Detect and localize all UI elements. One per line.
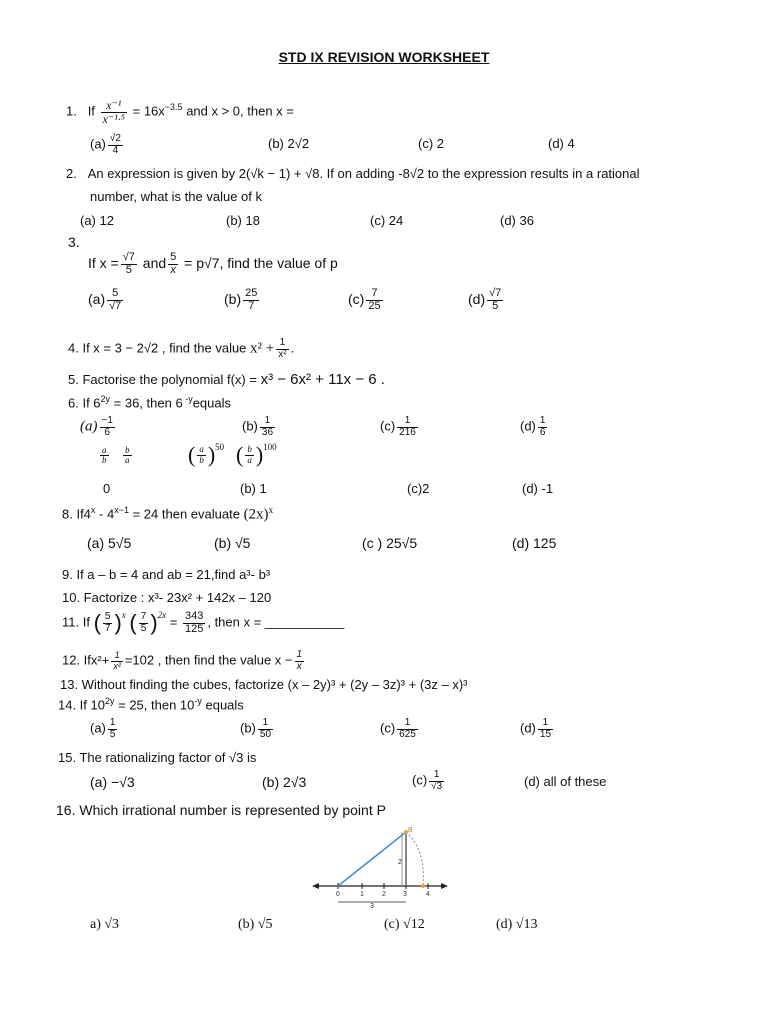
q7-option-c: (c)2 [407, 481, 430, 496]
q7-f1-den: b [102, 455, 107, 466]
q5-text: 5. Factorise the polynomial f(x) = [68, 372, 257, 387]
q1-fraction [101, 99, 127, 125]
q8-exp1: x [90, 505, 96, 515]
q11-suffix: , then x = ___________ [207, 614, 345, 630]
q3-y-num: 5 [170, 251, 177, 263]
q11-rhs [183, 611, 205, 635]
q14-text-a: 14. If 10 [58, 697, 105, 713]
q3-option-d [468, 288, 505, 312]
label-3: 3 [403, 891, 407, 898]
q11-f1 [103, 612, 113, 634]
q6-option-b-label: (b) [242, 418, 258, 434]
q8-expression-exp: x [268, 505, 274, 515]
q1-option-b: (b) 2√2 [268, 136, 310, 151]
q4-text: 4. If x = 3 − 2√2 , find the value [68, 340, 247, 356]
label-1: 1 [360, 891, 364, 898]
q6-option-b-fraction [260, 416, 275, 438]
q11-f1-num: 5 [104, 611, 111, 622]
compass-arc [406, 832, 423, 886]
q7-option-b: (b) 1 [240, 481, 267, 496]
q6-text-a: 6. If 6 [68, 395, 101, 411]
q6-option-c-den: 216 [399, 426, 416, 438]
q3-option-c-den: 25 [368, 299, 381, 312]
q15-option-d: (d) all of these [524, 774, 607, 789]
q6-option-c [380, 416, 420, 438]
q7-p2-num: b [247, 444, 252, 455]
q3-number: 3. [68, 234, 80, 250]
q12-g-den: x [296, 660, 302, 672]
q3-stem [88, 252, 338, 276]
q3-stem-a: If x = [88, 254, 119, 271]
q6-text-b: = 36, then 6 [110, 395, 183, 411]
q11-f2 [139, 612, 149, 634]
q7-option-d: (d) -1 [522, 481, 554, 496]
q6-exp1: 2y [100, 394, 111, 404]
q2-number: 2. [66, 166, 77, 181]
q6-option-b [242, 416, 277, 438]
q7-power-1: ( $\frac{a}{b}$ )$^{50}$ [188, 442, 225, 467]
q9-stem: 9. If a – b = 4 and ab = 21,find a³- b³ [62, 567, 271, 582]
q4-fraction-den: x² [278, 348, 287, 360]
q11-e2: 2x [157, 610, 167, 620]
q14-option-d-fraction [538, 718, 553, 740]
q14-text-c: equals [201, 697, 244, 713]
q7-fraction-2 [123, 446, 132, 466]
q3-y-fraction [168, 252, 178, 276]
q7-p1-fraction [197, 445, 206, 465]
q8-option-d: (d) 125 [512, 535, 557, 551]
q14-option-b-label: (b) [240, 720, 256, 736]
q12-f-num: 1 [111, 651, 123, 661]
q6-option-b-den: 36 [261, 426, 274, 438]
q4-fraction-num: 1 [276, 338, 288, 350]
q11-rhs-den: 125 [184, 622, 204, 635]
q2-option-b: (b) 18 [226, 213, 260, 228]
q3-option-c-num: 7 [366, 288, 382, 301]
q11-eq: = [169, 614, 178, 630]
q3-option-a-den: √7 [109, 299, 122, 312]
q3-option-b-num: 25 [245, 287, 258, 299]
q11-prefix: 11. If [62, 614, 90, 630]
q1-option-d: (d) 4 [548, 136, 575, 151]
q3-option-c [348, 288, 385, 312]
q14-option-a-den: 5 [109, 728, 116, 740]
q11-f2-num: 7 [140, 611, 147, 622]
q3-option-d-label: (d) [468, 290, 486, 307]
q14-exp2: -y [194, 696, 202, 706]
label-0: 0 [336, 891, 340, 898]
q7-p2-exp: 100 [263, 442, 277, 452]
q2-line1-text: An expression is given by 2(√k − 1) + √8. If on adding -8√2 to the expression results in a rational [87, 166, 640, 181]
q15-option-a: (a) −√3 [90, 774, 135, 790]
q11-f2-den: 5 [140, 622, 147, 634]
q16-option-b: (b) √5 [238, 917, 273, 932]
q12-g [295, 650, 305, 672]
q6-option-b-num: 1 [260, 416, 275, 428]
q1-prefix: If [87, 103, 95, 119]
q5-stem [68, 371, 385, 388]
q7-fragment-2 [121, 446, 134, 466]
label-side-2: 2 [398, 859, 402, 866]
label-b: B [408, 827, 413, 834]
q1-rhs: = 16x [132, 103, 165, 119]
q6-option-a-fraction [100, 416, 115, 438]
q6-option-a [80, 416, 117, 438]
q14-exp1: 2y [104, 696, 115, 706]
q14-option-c-den: 625 [399, 728, 416, 740]
q3-stem-b: and [142, 254, 167, 271]
q5-expression: x³ − 6x² + 11x − 6 . [260, 371, 385, 388]
q14-option-c-fraction [397, 718, 418, 740]
q11-f1-den: 7 [104, 622, 111, 634]
q3-x-den: 5 [125, 263, 132, 276]
q14-option-a [90, 718, 119, 740]
q14-option-c [380, 718, 420, 740]
q3-option-a-fraction [107, 288, 123, 312]
q3-option-d-fraction [487, 288, 503, 312]
q14-option-a-num: 1 [109, 717, 116, 728]
q16-stem: 16. Which irrational number is represented by point P [56, 802, 386, 818]
q6-option-c-fraction [397, 416, 418, 438]
q3-option-b-den: 7 [248, 299, 255, 312]
q12-f-den: x² [113, 660, 121, 671]
q7-p2-den: a [247, 454, 252, 465]
q3-option-a-num: 5 [107, 288, 123, 301]
q10-stem: 10. Factorize : x³- 23x² + 142x – 120 [62, 590, 272, 605]
q16-option-d: (d) √13 [496, 917, 538, 932]
q13-stem: 13. Without finding the cubes, factorize (x – 2y)³ + (2y – 3z)³ + (3z – x)³ [60, 677, 468, 692]
q1-option-a-label: (a) [90, 136, 106, 152]
q8-expression: (2x) [243, 506, 269, 523]
q15-option-c-label: (c) [412, 772, 428, 788]
q3-option-d-num: √7 [489, 287, 502, 299]
q12-text-a: 12. Ifx²+ [62, 652, 110, 668]
label-base-3: 3 [370, 903, 374, 910]
q14-option-b-den: 50 [259, 728, 272, 740]
q6-option-a-label: (a) [80, 418, 98, 435]
q15-option-c-num: 1 [429, 770, 444, 782]
q6-option-d-fraction [538, 416, 548, 438]
q6-exp2: -y [182, 394, 193, 404]
q14-option-d [520, 718, 555, 740]
worksheet-title: STD IX REVISION WORKSHEET [278, 49, 490, 65]
q3-option-a [88, 288, 125, 312]
q4-stem [68, 338, 294, 360]
q14-option-a-fraction [108, 718, 118, 740]
q7-p2-fraction [245, 445, 254, 465]
q16-option-c: (c) √12 [384, 917, 425, 932]
q1-number: 1. [66, 103, 77, 119]
right-arrow-icon [441, 883, 448, 889]
q2-option-a: (a) 12 [80, 213, 114, 228]
q6-option-d [520, 416, 549, 438]
q3-x-fraction [121, 252, 137, 276]
q4-expression: x² + [250, 340, 275, 357]
q6-option-d-num: 1 [539, 415, 546, 426]
q14-text-b: = 25, then 10 [114, 697, 195, 713]
hypotenuse-line [338, 832, 406, 886]
q6-option-d-label: (d) [520, 418, 536, 434]
point-p-marker [421, 884, 425, 888]
q2-option-c: (c) 24 [370, 213, 404, 228]
q3-option-a-label: (a) [88, 290, 106, 307]
q7-p1-num: a [199, 444, 204, 455]
q8-stem [62, 505, 273, 523]
q14-option-c-label: (c) [380, 720, 396, 736]
q14-option-d-num: 1 [538, 718, 553, 730]
q1-option-a-num: √2 [109, 133, 121, 144]
q3-x-num: √7 [122, 251, 135, 263]
q1-suffix: and x > 0, then x = [186, 103, 294, 119]
q3-stem-c: = p√7, find the value of p [184, 254, 338, 271]
q1-option-a-den: 4 [112, 144, 119, 156]
q1-option-a-fraction [108, 134, 123, 156]
q8-text-a: 8. If4 [62, 506, 91, 522]
q8-option-c: (c ) 25√5 [362, 535, 418, 551]
q15-stem: 15. The rationalizing factor of √3 is [58, 750, 257, 765]
q11-e1: x [121, 610, 126, 620]
q15-option-c-fraction [429, 770, 444, 792]
q2-line1 [66, 166, 640, 181]
q3-option-b [224, 288, 261, 312]
q14-option-d-den: 15 [539, 728, 552, 740]
q7-power-2: ( $\frac{b}{a}$ )$^{100}$ [236, 442, 277, 467]
q6-stem [68, 394, 231, 410]
q7-fraction-1 [100, 446, 109, 466]
q14-option-b [240, 718, 275, 740]
q12-stem [62, 650, 306, 672]
q14-option-c-num: 1 [397, 718, 418, 730]
q1-option-a [90, 134, 125, 156]
q8-text-c: = 24 then evaluate [128, 506, 240, 522]
q14-stem [58, 696, 244, 712]
number-line-figure [310, 824, 450, 910]
q8-text-b: - 4 [95, 506, 115, 522]
q3-option-c-label: (c) [348, 290, 365, 307]
q1-option-c: (c) 2 [418, 136, 444, 151]
q14-option-a-label: (a) [90, 720, 106, 736]
q6-option-c-num: 1 [397, 416, 418, 428]
q6-option-a-num: −1 [101, 415, 113, 426]
q14-option-d-label: (d) [520, 720, 536, 736]
q8-option-b: (b) √5 [214, 535, 251, 551]
q3-option-d-den: 5 [492, 299, 499, 312]
q7-fragment-1 [98, 446, 111, 466]
q12-f [111, 651, 123, 671]
q14-option-b-fraction [258, 718, 273, 740]
q2-option-d: (d) 36 [500, 213, 534, 228]
q4-fraction [276, 338, 288, 360]
left-arrow-icon [312, 883, 319, 889]
q15-option-c-den: √3 [431, 780, 443, 792]
q6-option-a-den: 6 [104, 426, 110, 438]
q8-exp2: x−1 [114, 505, 129, 515]
q1-rhs-exp: −3.5 [164, 102, 183, 113]
q15-option-b: (b) 2√3 [262, 774, 307, 790]
q2-line2: number, what is the value of k [90, 189, 262, 204]
q1-fraction-num: x⁻¹ [101, 99, 127, 113]
q3-option-b-fraction [243, 288, 259, 312]
q16-option-a: a) √3 [90, 917, 120, 932]
label-4: 4 [426, 891, 430, 898]
q1-stem [66, 99, 294, 125]
q7-option-a: 0 [103, 481, 111, 496]
q6-option-d-den: 6 [539, 426, 546, 438]
q12-text-b: =102 , then find the value x − [124, 652, 293, 668]
q7-f2-num: b [125, 445, 130, 455]
q7-f1-num: a [102, 445, 107, 455]
q15-option-c [412, 770, 446, 792]
q1-fraction-den: x⁻¹·⁵ [102, 111, 125, 126]
q14-option-b-num: 1 [258, 718, 273, 730]
label-2: 2 [382, 891, 386, 898]
q3-option-b-label: (b) [224, 290, 242, 307]
q11-rhs-num: 343 [184, 609, 204, 622]
q7-f2-den: a [125, 455, 130, 466]
q4-end: . [290, 340, 295, 356]
q3-option-c-fraction [366, 288, 382, 312]
q12-g-num: 1 [296, 649, 303, 660]
q7-p1-exp: 50 [215, 442, 225, 452]
q6-text-c: equals [192, 395, 232, 411]
q7-p1-den: b [199, 454, 204, 465]
q3-y-den: x [170, 263, 176, 276]
q6-option-c-label: (c) [380, 418, 396, 434]
q8-option-a: (a) 5√5 [87, 535, 132, 551]
q11-stem: 11. If ( $\frac{5}{7}$ )$^x$ ( $\frac{7}{5}$ )$^{2x}$ = $\frac{343}{125}$ , then x = ___________ [62, 609, 345, 635]
